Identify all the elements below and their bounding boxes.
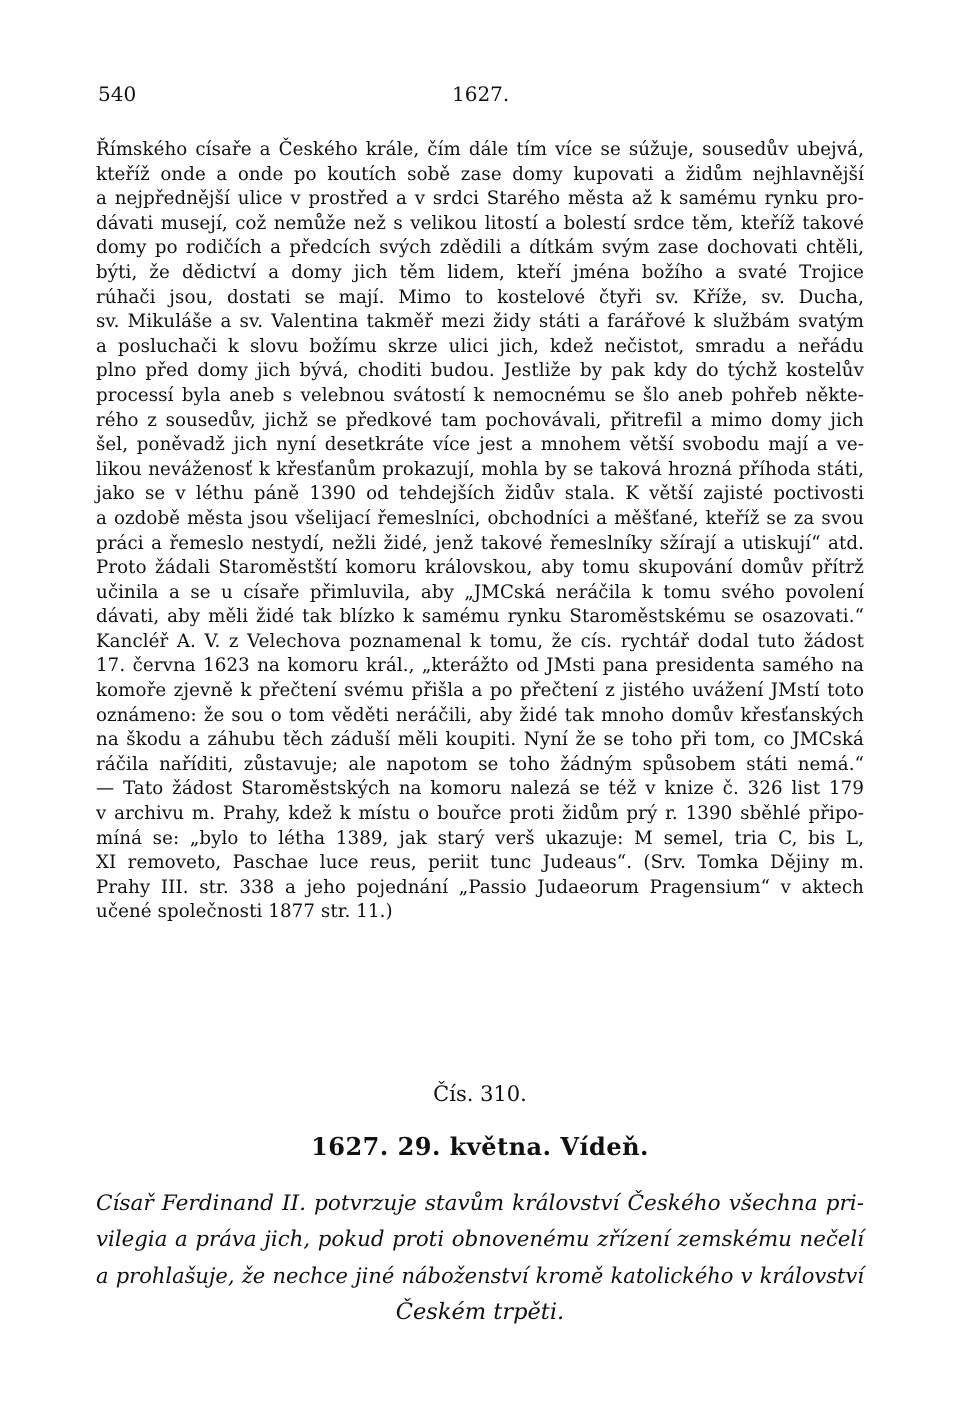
text-line: processí byla aneb s velebnou svátostí k nemocnému se šlo aneb pohřeb někte- (96, 384, 864, 406)
page-number: 540 (98, 82, 137, 106)
text-line: Proto žádali Staroměstští komoru královskou, aby tomu skupování domův přítrž (96, 557, 864, 579)
text-line: učinila a se u císaře přimluvila, aby „JMCská neráčila k tomu svého povolení (96, 581, 864, 603)
text-line: a posluchači k slovu božímu skrze ulici jich, kdež nečistot, smradu a neřádu (96, 335, 864, 357)
text-line: komoře zjevně k přečtení svému přišla a po přečtení z jistého uvážení JMstí toto (96, 680, 864, 702)
text-line: oznámeno: že sou o tom věděti neráčili, aby židé tak mnoho domův křesťanských (96, 704, 864, 726)
text-line: býti, že dědictví a domy jich těm lidem, kteří jména božího a svaté Trojice (96, 261, 864, 283)
regest-line: a prohlašuje, že nechce jiné náboženství kromě katolického v království (96, 1264, 864, 1288)
text-line: likou neváženosť k křesťanům prokazují, mohla by se taková hrozná příhoda státi, (96, 458, 864, 480)
text-line: Kancléř A. V. z Velechova poznamenal k tomu, že cís. rychtář dodal tuto žádost (96, 630, 864, 652)
text-line: učené společnosti 1877 str. 11.) (96, 901, 393, 923)
page (96, 0, 864, 1405)
text-line: — Tato žádost Staroměstských na komoru nalezá se též v knize č. 326 list 179 (96, 778, 864, 800)
text-line: rúhači jsou, dostati se mají. Mimo to kostelové čtyři sv. Kříže, sv. Ducha, (96, 286, 864, 308)
document-number: Čís. 310. (433, 1082, 527, 1106)
text-line: a ozdobě města jsou všelijací řemeslníci, obchodníci a měšťané, kteříž se za svou (96, 507, 864, 529)
text-line: a nejpřednější ulice v prostřed a v srdci Starého města až k samému rynku pro- (96, 188, 864, 210)
text-line: 17. června 1623 na komoru král., „kterážto od JMsti pana presidenta samého na (96, 655, 864, 677)
text-line: domy po rodičích a předcích svých zdědili a dítkám svým zase dochovati chtěli, (96, 237, 864, 259)
text-line: dávati musejí, což nemůže než s velikou litostí a bolestí srdce těm, kteříž takové (96, 212, 864, 234)
text-line: šel, poněvadž jich nyní desetkráte více jest a mnohem větší svobodu mají a ve- (96, 434, 864, 456)
text-line: Prahy III. str. 338 a jeho pojednání „Passio Judaeorum Pragensium“ v aktech (96, 876, 864, 898)
body-text (96, 138, 864, 925)
text-line: míná se: „bylo to létha 1389, jak starý verš ukazuje: M semel, tria C, bis L, (96, 827, 864, 849)
regest-line: Českém trpěti. (395, 1299, 565, 1325)
text-line: v archivu m. Prahy, kdež k místu o bouřce proti židům prý r. 1390 sběhlé připo- (96, 803, 864, 825)
running-header-year: 1627. (452, 82, 510, 106)
document-date-place: 1627. 29. května. Vídeň. (311, 1132, 649, 1161)
text-line: dávati, aby měli židé tak blízko k samému rynku Staroměstskému se osazovati.“ (96, 606, 864, 628)
regest-line: Císař Ferdinand II. potvrzuje stavům království Českého všechna pri- (96, 1191, 864, 1216)
text-line: XI removeto, Paschae luce reus, periit tunc Judeaus“. (Srv. Tomka Dějiny m. (96, 852, 864, 874)
text-line: ráčila naříditi, zůstavuje; ale napotom se toho žádným spůsobem státi nemá.“ (96, 753, 864, 775)
text-line: rého z sousedův, jichž se předkové tam pochovávali, přitrefil a mimo domy jich (96, 409, 864, 431)
text-line: na škodu a záhubu těch záduší měli koupiti. Nyní že se toho při tom, co JMCská (96, 729, 864, 751)
page-header (96, 82, 864, 112)
document-regest (96, 1186, 864, 1330)
text-line: plno před domy jich bývá, choditi budou. Jestliže by pak kdy do týchž kostelův (96, 360, 864, 382)
text-line: Římského císaře a Českého krále, čím dále tím více se súžuje, sousedův ubejvá, (96, 139, 864, 160)
regest-line: vilegia a práva jich, pokud proti obnovenému zřízení zemskému nečelí (96, 1227, 864, 1252)
text-line: sv. Mikuláše a sv. Valentina takměř mezi židy státi a farářové k službám svatým (96, 311, 864, 333)
text-line: kteříž onde a onde po koutích sobě zase domy kupovati a židům nejhlavnější (96, 163, 864, 185)
text-line: práci a řemeslo nestydí, nežli židé, jenž takové řemeslníky sžírají a utiskují“ atd. (96, 532, 864, 554)
text-line: jako se v léthu páně 1390 od tehdejších židův stala. K větší zajisté poctivosti (96, 483, 864, 505)
